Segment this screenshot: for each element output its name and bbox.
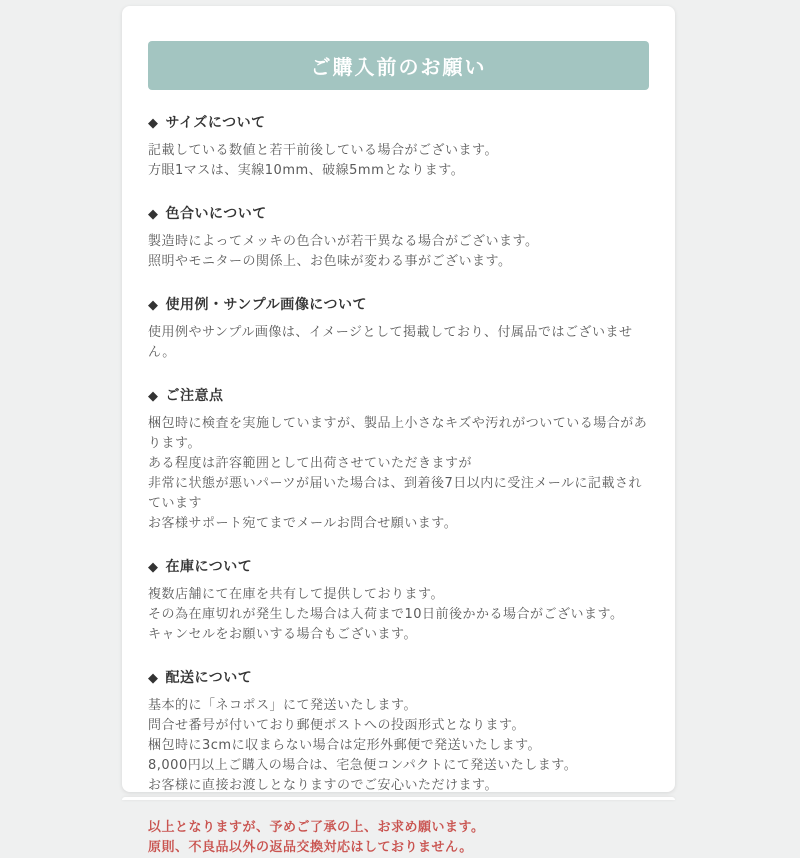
purchase-notice-card: [122, 6, 675, 855]
section-text-line: お客様サポート宛てまでメールお問合せ願います。: [148, 516, 458, 531]
diamond-bullet-icon: ◆: [148, 298, 159, 313]
section-text-line: 8,000円以上ご購入の場合は、宅急便コンパクトにて発送いたします。: [148, 758, 578, 773]
section-stock: [148, 556, 649, 645]
page-title: ご購入前のお願い: [310, 55, 487, 79]
section-text-line: 記載している数値と若干前後している場合がございます。: [148, 143, 498, 158]
section-text-line: 基本的に「ネコポス」にて発送いたします。: [148, 698, 417, 713]
section-color: [148, 203, 649, 272]
section-heading-label: サイズについて: [165, 115, 266, 131]
section-text-line: 問合せ番号が付いており郵便ポストへの投函形式となります。: [148, 718, 525, 733]
section-heading: [148, 556, 649, 576]
section-heading-label: 在庫について: [165, 559, 253, 575]
section-text-line: 方眼1マスは、実線10mm、破線5mmとなります。: [148, 163, 465, 178]
warning-notice: [148, 818, 649, 858]
section-text-line: 非常に状態が悪いパーツが届いた場合は、到着後7日以内に受注メールに記載されています: [148, 476, 642, 511]
diamond-bullet-icon: ◆: [148, 560, 159, 575]
section-text-line: 梱包時に3cmに収まらない場合は定形外郵便で発送いたします。: [148, 738, 542, 753]
section-heading-label: 使用例・サンプル画像について: [165, 297, 367, 313]
section-sample-images: [148, 294, 649, 363]
section-heading: [148, 112, 649, 132]
next-section-card-edge: [122, 797, 675, 800]
diamond-bullet-icon: ◆: [148, 116, 159, 131]
section-heading-label: ご注意点: [165, 388, 224, 404]
section-text-line: ある程度は許容範囲として出荷させていただきますが: [148, 456, 473, 471]
section-text-line: その為在庫切れが発生した場合は入荷まで10日前後かかる場合がございます。: [148, 607, 624, 622]
section-cautions: [148, 385, 649, 534]
warning-text-line: 原則、不良品以外の返品交換対応はしておりません。: [148, 840, 473, 855]
section-heading: [148, 667, 649, 687]
notice-header-banner: [148, 41, 649, 90]
section-heading-label: 配送について: [165, 670, 253, 686]
section-size: [148, 112, 649, 181]
warning-text-line: 以上となりますが、予めご了承の上、お求め願います。: [148, 820, 485, 835]
section-heading: [148, 203, 649, 223]
section-text-line: お客様に直接お渡しとなりますのでご安心いただけます。: [148, 778, 498, 793]
section-text-line: 照明やモニターの関係上、お色味が変わる事がございます。: [148, 254, 512, 269]
section-text-line: 梱包時に検査を実施していますが、製品上小さなキズや汚れがついている場合があります。: [148, 416, 648, 451]
diamond-bullet-icon: ◆: [148, 389, 159, 404]
section-text-line: 製造時によってメッキの色合いが若干異なる場合がございます。: [148, 234, 539, 249]
diamond-bullet-icon: ◆: [148, 671, 159, 686]
section-heading: [148, 294, 649, 314]
section-heading: [148, 385, 649, 405]
section-heading-label: 色合いについて: [165, 206, 267, 222]
section-text-line: キャンセルをお願いする場合もございます。: [148, 627, 417, 642]
section-shipping: [148, 667, 649, 796]
section-text-line: 使用例やサンプル画像は、イメージとして掲載しており、付属品ではございません。: [148, 325, 633, 360]
diamond-bullet-icon: ◆: [148, 207, 159, 222]
section-text-line: 複数店舗にて在庫を共有して提供しております。: [148, 587, 444, 602]
